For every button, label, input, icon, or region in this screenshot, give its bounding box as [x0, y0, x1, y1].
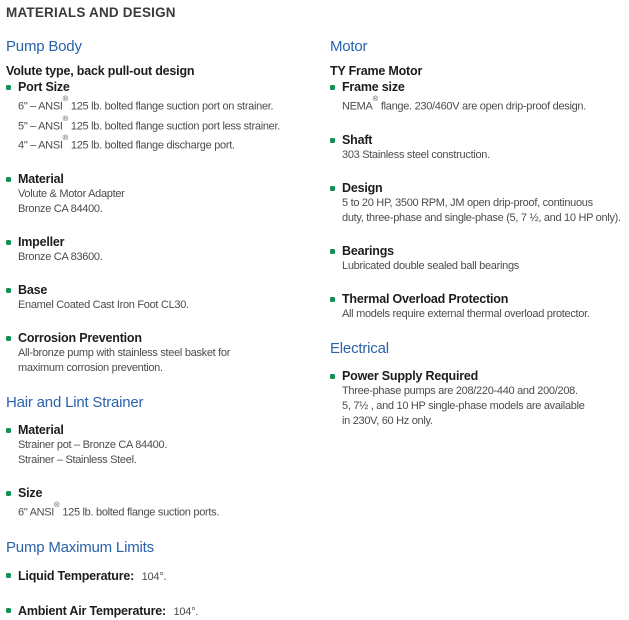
item-label: Corrosion Prevention [18, 330, 142, 345]
item-label: Ambient Air Temperature: [18, 603, 167, 618]
spec-line: Three-phase pumps are 208/220-440 and 200/208. [342, 384, 578, 397]
section-items [330, 369, 629, 429]
bullet-icon [330, 186, 335, 191]
item-strainer-material [6, 423, 330, 468]
section-pump-body [6, 39, 330, 376]
item-thermal-overload-protection [330, 292, 629, 322]
bullet-icon [330, 249, 335, 254]
spec-line: All models require external thermal overload protector. [342, 307, 590, 320]
item-label: Impeller [18, 234, 65, 249]
spec-line: Bronze CA 84400. [18, 202, 103, 215]
bullet-icon [6, 608, 11, 613]
spec-line: duty, three-phase and single-phase (5, 7 ½, and 10 HP only). [342, 211, 621, 224]
section-motor [330, 39, 629, 322]
spec-line: 6" – ANSI® 125 lb. bolted flange suction port on strainer. [18, 94, 274, 113]
bullet-icon [6, 177, 11, 182]
item-impeller [6, 235, 330, 265]
bullet-icon [330, 374, 335, 379]
item-label: Port Size [18, 80, 70, 94]
item-label: Bearings [342, 243, 394, 258]
right-column [330, 20, 629, 429]
bullet-icon [330, 85, 335, 90]
section-heading-electrical: Electrical [330, 339, 389, 357]
bullet-icon [330, 297, 335, 302]
item-port-size [6, 80, 330, 154]
item-value: 104°. [173, 605, 199, 618]
item-liquid-temperature [6, 568, 330, 585]
item-label: Design [342, 180, 383, 195]
section-hair-lint-strainer [6, 395, 330, 521]
bullet-icon [330, 138, 335, 143]
item-label: Frame size [342, 80, 405, 94]
section-intro-pump-body: Volute type, back pull-out design [6, 64, 195, 78]
item-label: Material [18, 422, 64, 437]
section-pump-maximum-limits [6, 540, 330, 620]
item-label: Size [18, 485, 43, 500]
item-label: Material [18, 171, 64, 186]
bullet-icon [6, 85, 11, 90]
item-label: Shaft [342, 132, 373, 147]
section-heading-pump-body: Pump Body [6, 38, 82, 55]
spec-line: All-bronze pump with stainless steel basket for [18, 346, 231, 359]
item-base [6, 283, 330, 313]
spec-line: maximum corrosion prevention. [18, 361, 163, 374]
section-items [6, 80, 330, 376]
columns [6, 20, 629, 620]
spec-line: in 230V, 60 Hz only. [342, 414, 433, 427]
spec-line: Volute & Motor Adapter [18, 187, 125, 200]
bullet-icon [6, 491, 11, 496]
section-intro-motor: TY Frame Motor [330, 64, 423, 78]
item-frame-size [330, 80, 629, 115]
section-items [6, 568, 330, 620]
spec-line: Strainer – Stainless Steel. [18, 453, 137, 466]
item-label: Liquid Temperature: [18, 568, 135, 583]
bullet-icon [6, 573, 11, 578]
spec-line: 5, 7½ , and 10 HP single-phase models are available [342, 399, 585, 412]
section-items [6, 423, 330, 521]
item-corrosion-prevention [6, 331, 330, 376]
item-shaft [330, 133, 629, 163]
section-heading-hair-lint-strainer: Hair and Lint Strainer [6, 393, 144, 411]
spec-line: Strainer pot – Bronze CA 84400. [18, 438, 168, 451]
item-label: Thermal Overload Protection [342, 291, 509, 306]
spec-line: NEMA® flange. 230/460V are open drip-proof design. [342, 94, 587, 113]
spec-line: 303 Stainless steel construction. [342, 148, 490, 161]
item-ambient-air-temperature [6, 603, 330, 620]
spec-line: 4" – ANSI® 125 lb. bolted flange discharge port. [18, 133, 235, 152]
spec-line: Lubricated double sealed ball bearings [342, 259, 519, 272]
item-power-supply-required [330, 369, 629, 429]
page-title: MATERIALS AND DESIGN [6, 5, 176, 20]
section-electrical [330, 341, 629, 429]
item-design [330, 181, 629, 226]
section-heading-motor: Motor [330, 38, 368, 55]
bullet-icon [6, 288, 11, 293]
spec-line: 5 to 20 HP, 3500 RPM, JM open drip-proof, continuous [342, 196, 593, 209]
spec-line: Bronze CA 83600. [18, 250, 103, 263]
item-value: 104°. [141, 570, 167, 583]
left-column [6, 20, 330, 620]
bullet-icon [6, 336, 11, 341]
item-material [6, 172, 330, 217]
item-label: Base [18, 282, 48, 297]
section-heading-pump-maximum-limits: Pump Maximum Limits [6, 538, 154, 556]
spec-line: 5" – ANSI® 125 lb. bolted flange suction port less strainer. [18, 113, 281, 133]
item-label: Power Supply Required [342, 368, 479, 383]
bullet-icon [6, 428, 11, 433]
section-items [330, 80, 629, 322]
bullet-icon [6, 240, 11, 245]
item-bearings [330, 244, 629, 274]
spec-line: Enamel Coated Cast Iron Foot CL30. [18, 298, 189, 311]
item-strainer-size [6, 486, 330, 521]
spec-line: 6" ANSI® 125 lb. bolted flange suction ports. [18, 499, 220, 519]
